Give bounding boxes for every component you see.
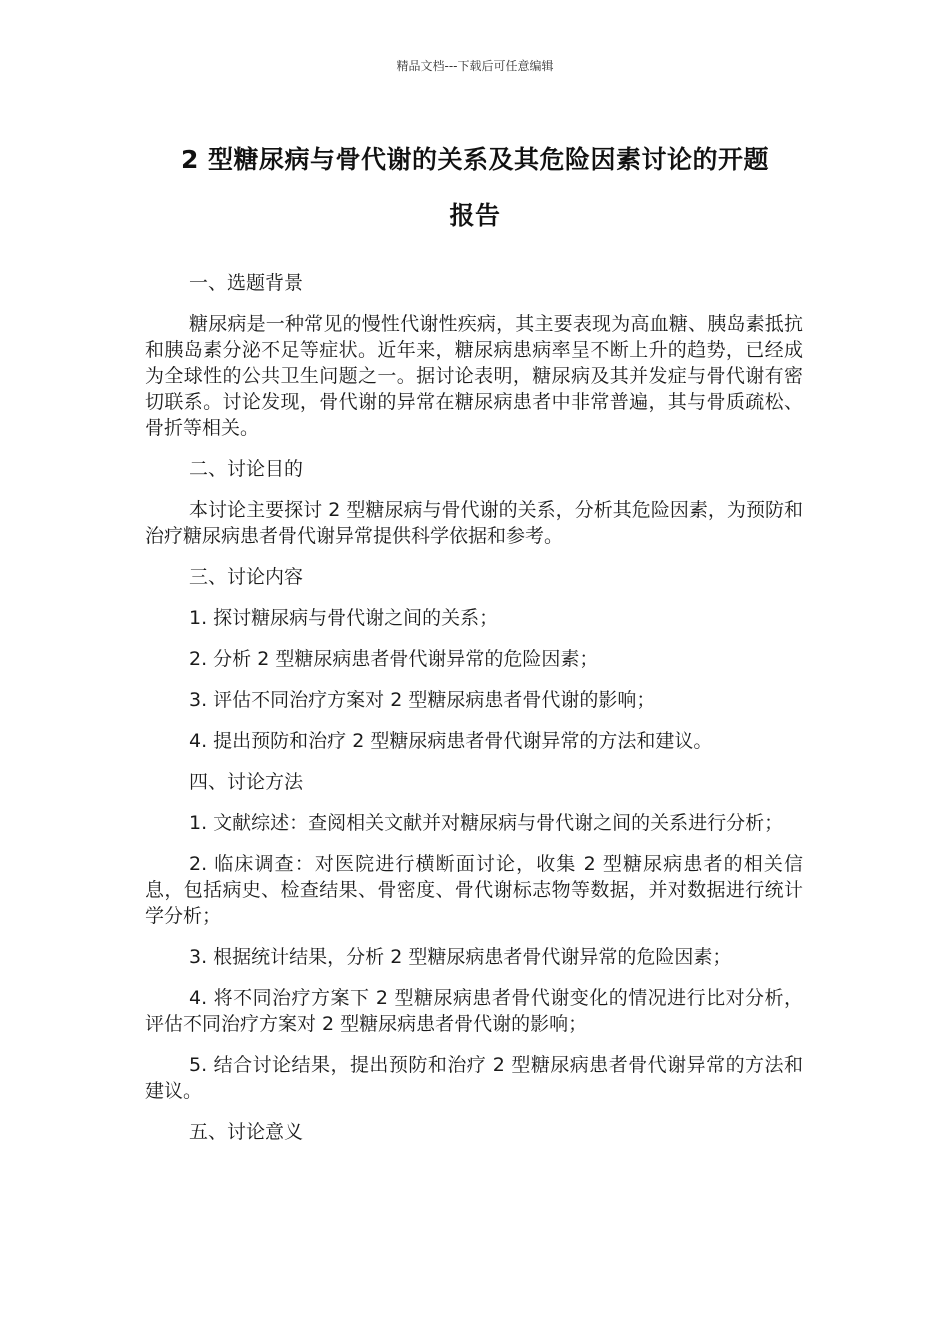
section-heading-background: 一、选题背景 (189, 272, 304, 294)
document-title-line-2: 报告 (449, 201, 501, 230)
section-heading-significance: 五、讨论意义 (189, 1121, 304, 1143)
method-item-3: 3. 根据统计结果，分析 2 型糖尿病患者骨代谢异常的危险因素； (189, 946, 732, 968)
content-item-4: 4. 提出预防和治疗 2 型糖尿病患者骨代谢异常的方法和建议。 (189, 730, 713, 752)
content-item-3: 3. 评估不同治疗方案对 2 型糖尿病患者骨代谢的影响； (189, 689, 656, 711)
section-heading-methods: 四、讨论方法 (189, 771, 304, 793)
section-heading-purpose: 二、讨论目的 (189, 458, 304, 480)
page-header-note: 精品文档---下载后可任意编辑 (396, 59, 554, 73)
method-item-5: 5. 结合讨论结果，提出预防和治疗 2 型糖尿病患者骨代谢异常的方法和建议。 (145, 1054, 803, 1102)
paragraph-purpose: 本讨论主要探讨 2 型糖尿病与骨代谢的关系，分析其危险因素，为预防和治疗糖尿病患者骨代谢异常提供科学依据和参考。 (145, 499, 803, 547)
content-item-1: 1. 探讨糖尿病与骨代谢之间的关系； (189, 607, 499, 629)
paragraph-background: 糖尿病是一种常见的慢性代谢性疾病，其主要表现为高血糖、胰岛素抵抗和胰岛素分泌不足等症状。近年来，糖尿病患病率呈不断上升的趋势，已经成为全球性的公共卫生问题之一。据讨论表明，糖尿病及其并发症与骨代谢有密切联系。讨论发现，骨代谢的异常在糖尿病患者中非常普遍，其与骨质疏松、骨折等相关。 (145, 313, 803, 439)
method-item-1: 1. 文献综述：查阅相关文献并对糖尿病与骨代谢之间的关系进行分析； (189, 812, 784, 834)
document-title-line-1: 2 型糖尿病与骨代谢的关系及其危险因素讨论的开题 (180, 145, 770, 174)
method-item-4: 4. 将不同治疗方案下 2 型糖尿病患者骨代谢变化的情况进行比对分析，评估不同治疗方案对 2 型糖尿病患者骨代谢的影响； (145, 987, 803, 1035)
content-item-2: 2. 分析 2 型糖尿病患者骨代谢异常的危险因素； (189, 648, 599, 670)
document-body (145, 270, 803, 1160)
section-heading-content: 三、讨论内容 (189, 566, 304, 588)
method-item-2: 2. 临床调查：对医院进行横断面讨论，收集 2 型糖尿病患者的相关信息，包括病史、检查结果、骨密度、骨代谢标志物等数据，并对数据进行统计学分析； (145, 853, 803, 927)
